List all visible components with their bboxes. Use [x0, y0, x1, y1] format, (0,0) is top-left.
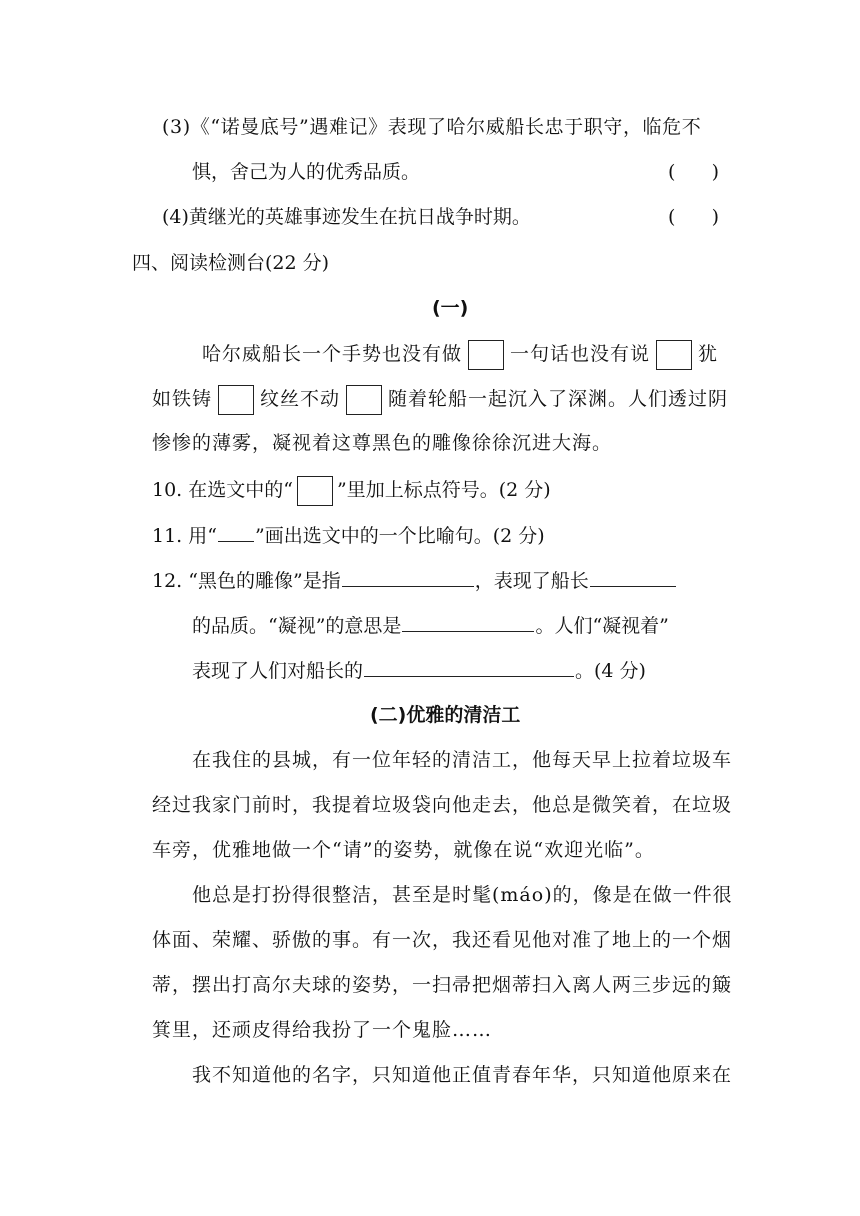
question-text: 用“	[188, 525, 217, 547]
judge-item-3-line-1: (3)《“诺曼底号”遇难记》表现了哈尔威船长忠于职守，临危不	[162, 116, 702, 138]
passage-2-line: 他总是打扮得很整洁，甚至是时髦(máo)的，像是在做一件很	[192, 884, 733, 906]
punctuation-box[interactable]	[218, 385, 254, 415]
question-number: 10.	[152, 479, 183, 501]
passage-2-line: 我不知道他的名字，只知道他正值青春年华，只知道他原来在	[192, 1064, 733, 1086]
passage-1-text: 随着轮船一起沉入了深渊。人们透过阴	[388, 388, 729, 410]
section-heading: 四、阅读检测台(22 分)	[132, 252, 330, 274]
passage-1-text: 一句话也没有说	[510, 343, 651, 365]
judge-paren-4[interactable]: ( )	[668, 206, 720, 228]
underline-sample	[218, 521, 254, 542]
question-text: 。(4 分)	[575, 660, 646, 682]
judge-paren-3[interactable]: ( )	[668, 161, 720, 183]
passage-1-text: 如铁铸	[152, 388, 213, 410]
passage-1-line-3: 惨惨的薄雾，凝视着这尊黑色的雕像徐徐沉进大海。	[152, 432, 613, 454]
question-text: 的品质。“凝视”的意思是	[192, 615, 402, 637]
passage-2-line: 在我住的县城，有一位年轻的清洁工，他每天早上拉着垃圾车	[192, 749, 733, 771]
passage-1-text: 纹丝不动	[260, 388, 341, 410]
question-text: “黑色的雕像”是指	[188, 570, 341, 592]
question-12-line-2	[192, 611, 669, 639]
question-text: ”里加上标点符号。(2 分)	[336, 479, 551, 501]
punctuation-box[interactable]	[346, 385, 382, 415]
judge-item-3-line-2: 惧，舍己为人的优秀品质。	[192, 161, 421, 183]
passage-2-line: 箕里，还顽皮得给我扮了一个鬼脸……	[152, 1019, 493, 1041]
passage-1-text: 哈尔威船长一个手势也没有做	[202, 343, 463, 365]
question-text: 在选文中的“	[188, 479, 293, 501]
passage-2-line: 蒂，摆出打高尔夫球的姿势，一扫帚把烟蒂扫入离人两三步远的簸	[152, 974, 733, 996]
answer-blank[interactable]	[402, 611, 534, 632]
passage-1-line-1	[202, 340, 718, 370]
punctuation-box[interactable]	[656, 340, 692, 370]
question-text: ，表现了船长	[474, 570, 589, 592]
answer-blank[interactable]	[590, 566, 676, 587]
question-text: 。人们“凝视着”	[535, 615, 669, 637]
passage-2-line: 经过我家门前时，我提着垃圾袋向他走去，他总是微笑着，在垃圾	[152, 794, 733, 816]
punctuation-box[interactable]	[468, 340, 504, 370]
judge-item-4: (4)黄继光的英雄事迹发生在抗日战争时期。	[162, 206, 531, 228]
passage-1-line-2	[152, 385, 728, 415]
question-number: 12.	[152, 570, 183, 592]
question-12-line-3	[192, 656, 646, 684]
passage-2-line: 车旁，优雅地做一个“请”的姿势，就像在说“欢迎光临”。	[152, 839, 655, 861]
question-12-line-1	[152, 566, 677, 594]
answer-blank[interactable]	[342, 566, 474, 587]
question-text: ”画出选文中的一个比喻句。(2 分)	[254, 525, 545, 547]
part-1-title: (一)	[432, 297, 469, 319]
question-text: 表现了人们对船长的	[192, 660, 364, 682]
passage-2-line: 体面、荣耀、骄傲的事。有一次，我还看见他对准了地上的一个烟	[152, 929, 733, 951]
question-10	[152, 476, 551, 506]
answer-blank[interactable]	[364, 656, 574, 677]
punctuation-box-sample	[297, 476, 333, 506]
question-11	[152, 521, 545, 549]
passage-1-text: 犹	[698, 343, 719, 365]
part-2-title: (二)优雅的清洁工	[370, 704, 521, 726]
question-number: 11.	[152, 525, 183, 547]
